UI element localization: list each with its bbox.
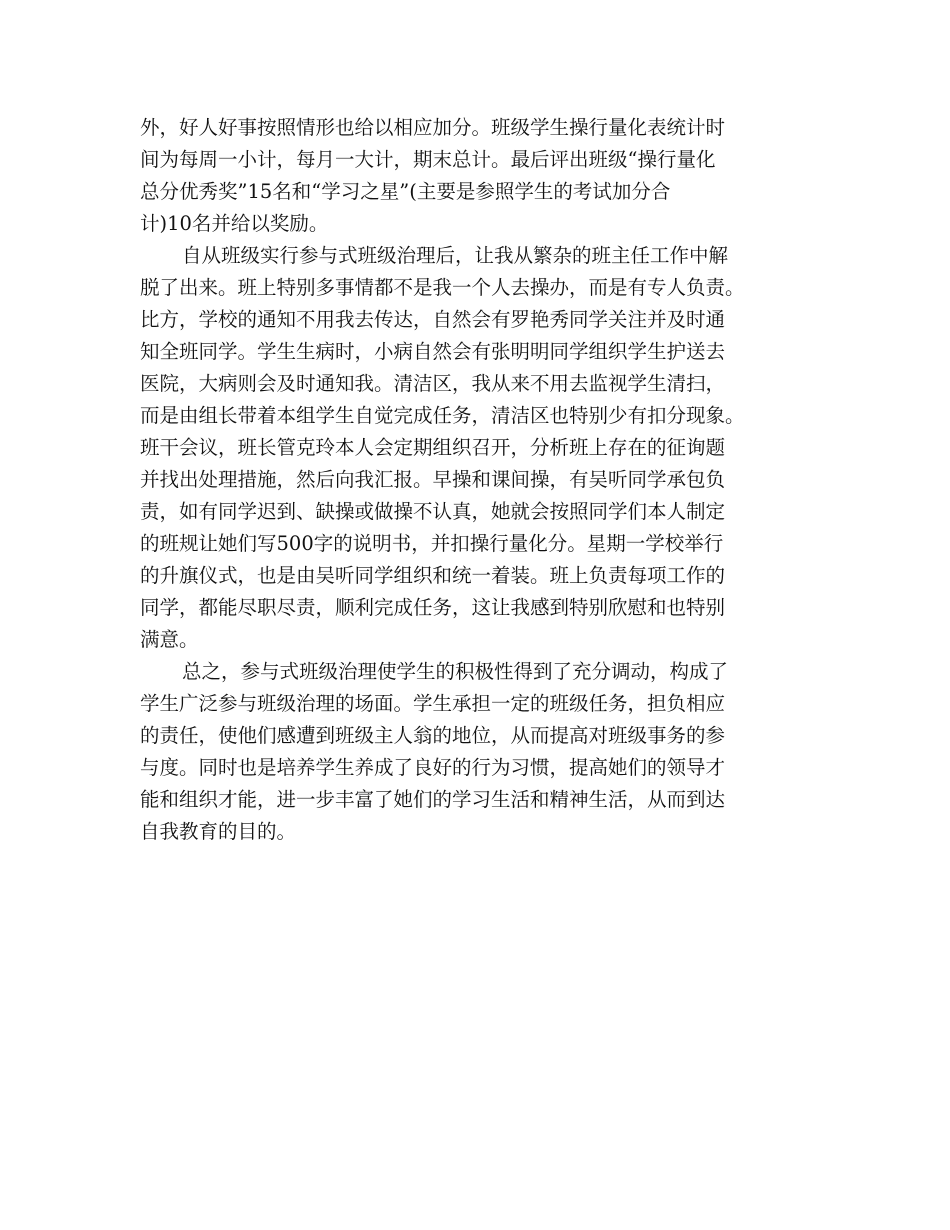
- text-line: 并找出处理措施，然后向我汇报。早操和课间操，有吴听同学承包负: [140, 468, 726, 491]
- text-line: 学生广泛参与班级治理的场面。学生承担一定的班级任务，担负相应: [140, 692, 726, 715]
- text-line: 的责任，使他们感遭到班级主人翁的地位，从而提高对班级事务的参: [140, 724, 726, 747]
- text-line: 而是由组长带着本组学生自觉完成任务，清洁区也特别少有扣分现象。: [140, 404, 745, 427]
- text-line: 外，好人好事按照情形也给以相应加分。班级学生操行量化表统计时: [140, 116, 726, 139]
- text-line: 责，如有同学迟到、缺操或做操不认真，她就会按照同学们本人制定: [140, 500, 726, 523]
- paragraph-start-line: 自从班级实行参与式班级治理后，让我从繁杂的班主任工作中解: [182, 244, 729, 267]
- text-line: 能和组织才能，进一步丰富了她们的学习生活和精神生活，从而到达: [140, 788, 726, 811]
- text-line: 自我教育的目的。: [140, 820, 297, 843]
- text-line: 同学，都能尽职尽责，顺利完成任务，这让我感到特别欣慰和也特别: [140, 596, 726, 619]
- text-line: 知全班同学。学生生病时，小病自然会有张明明同学组织学生护送去: [140, 340, 726, 363]
- paragraph-start-line: 总之，参与式班级治理使学生的积极性得到了充分调动，构成了: [182, 660, 729, 683]
- text-line: 总分优秀奖”15名和“学习之星”(主要是参照学生的考试加分合: [140, 180, 671, 203]
- text-line: 比方，学校的通知不用我去传达，自然会有罗艳秀同学关注并及时通: [140, 308, 726, 331]
- text-line: 脱了出来。班上特别多事情都不是我一个人去操办，而是有专人负责。: [140, 276, 745, 299]
- text-line: 与度。同时也是培养学生养成了良好的行为习惯，提高她们的领导才: [140, 756, 726, 779]
- body-text: [140, 112, 830, 848]
- text-line: 满意。: [140, 628, 199, 651]
- text-line: 间为每周一小计，每月一大计，期末总计。最后评出班级“操行量化: [140, 148, 716, 171]
- text-line: 的班规让她们写500字的说明书，并扣操行量化分。星期一学校举行: [140, 532, 724, 555]
- text-line: 医院，大病则会及时通知我。清洁区，我从来不用去监视学生清扫，: [140, 372, 726, 395]
- text-line: 计)10名并给以奖励。: [140, 212, 329, 235]
- text-line: 的升旗仪式，也是由吴听同学组织和统一着装。班上负责每项工作的: [140, 564, 726, 587]
- text-line: 班干会议，班长管克玲本人会定期组织召开，分析班上存在的征询题: [140, 436, 726, 459]
